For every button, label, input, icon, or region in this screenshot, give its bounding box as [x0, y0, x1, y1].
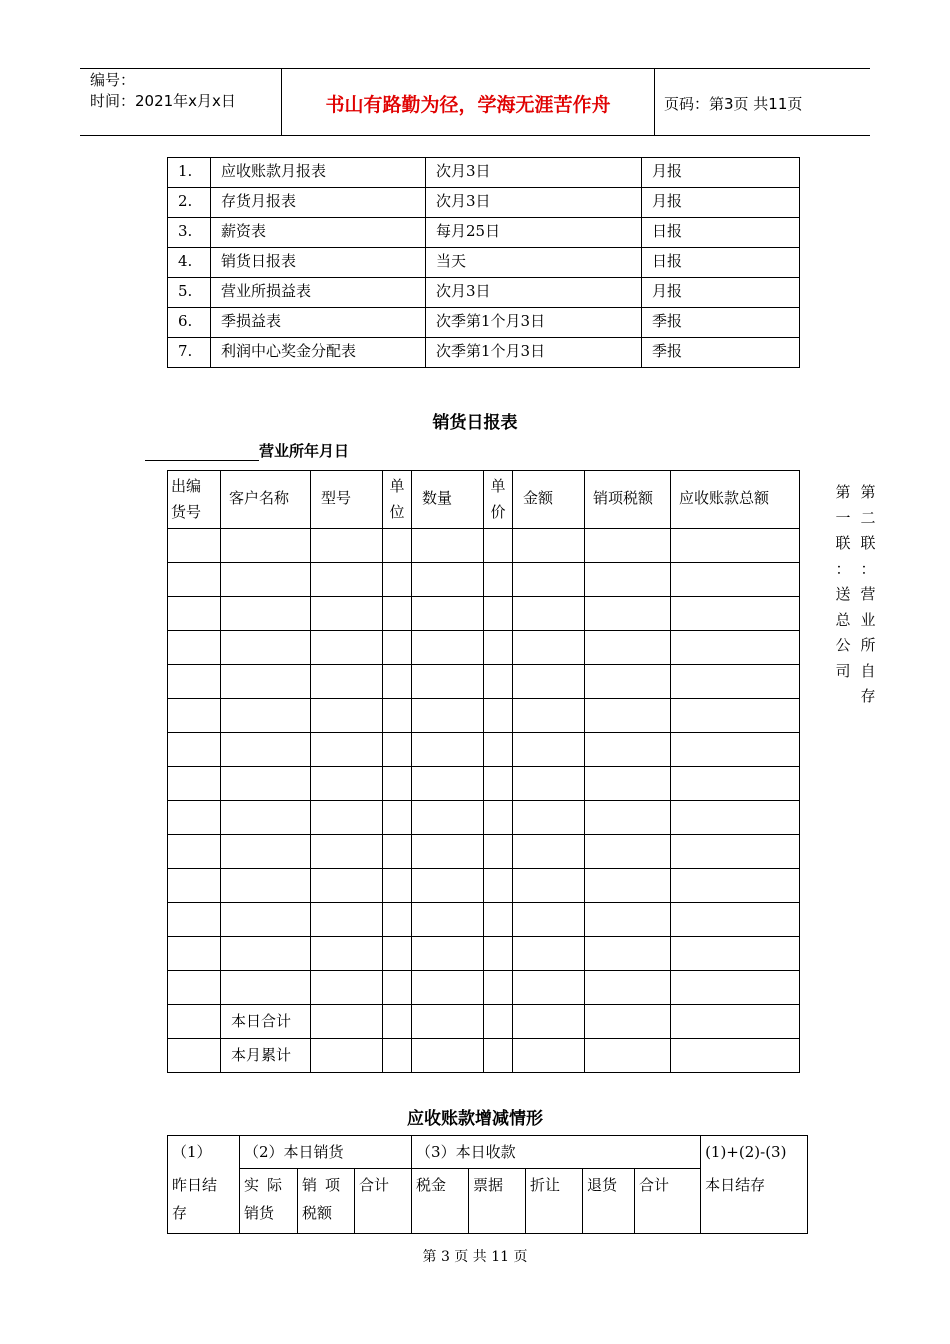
report-no-cell: 5.: [168, 278, 211, 308]
sales-cell[interactable]: [671, 869, 800, 903]
report-deadline-cell: 次季第1个月3日: [426, 338, 642, 368]
sales-cell[interactable]: [585, 631, 671, 665]
report-name-cell: 应收账款月报表: [211, 158, 426, 188]
report-no-cell: 2.: [168, 188, 211, 218]
sales-cell[interactable]: [585, 801, 671, 835]
report-deadline-cell: 次季第1个月3日: [426, 308, 642, 338]
sales-cell[interactable]: [311, 971, 383, 1005]
daily-total-label: 本日合计: [221, 1005, 311, 1039]
header-motto: 书山有路勤为径，学海无涯苦作舟: [325, 94, 611, 116]
sales-cell[interactable]: [513, 767, 585, 801]
sales-cell[interactable]: [383, 699, 412, 733]
sales-cell[interactable]: [221, 631, 311, 665]
recv-output-tax: 销项 税额: [298, 1169, 355, 1234]
copy-note-char: 第: [860, 483, 876, 501]
sales-cell[interactable]: [513, 937, 585, 971]
sales-cell[interactable]: [168, 699, 221, 733]
sales-cell[interactable]: [311, 1039, 383, 1073]
sales-cell[interactable]: [513, 631, 585, 665]
serial-label: 编号：: [90, 71, 136, 89]
sales-cell[interactable]: [513, 1039, 585, 1073]
sales-row: [168, 529, 800, 563]
time-label: 时间：2021年x月x日: [90, 92, 236, 110]
sales-cell[interactable]: [412, 597, 484, 631]
col-ship-no: 出编 货号: [168, 471, 221, 529]
report-no-cell: 6.: [168, 308, 211, 338]
sales-row: [168, 937, 800, 971]
sales-cell[interactable]: [585, 665, 671, 699]
recv-cash: 税金: [412, 1169, 469, 1234]
report-name-cell: 存货月报表: [211, 188, 426, 218]
sales-cell[interactable]: [383, 767, 412, 801]
sales-cell[interactable]: [412, 903, 484, 937]
sales-row: [168, 903, 800, 937]
sales-cell[interactable]: [383, 835, 412, 869]
report-list-row: [168, 278, 800, 308]
report-list-row: [168, 338, 800, 368]
sales-cell[interactable]: [671, 767, 800, 801]
recv-returns: 退货: [583, 1169, 635, 1234]
sales-cell[interactable]: [484, 733, 513, 767]
sales-cell[interactable]: [168, 1039, 221, 1073]
sales-cell[interactable]: [484, 937, 513, 971]
sales-cell[interactable]: [168, 801, 221, 835]
sales-row: [168, 767, 800, 801]
sales-cell[interactable]: [221, 937, 311, 971]
sales-cell[interactable]: [311, 631, 383, 665]
sales-cell[interactable]: [221, 529, 311, 563]
sales-cell[interactable]: [412, 1039, 484, 1073]
sales-cell[interactable]: [513, 529, 585, 563]
sales-cell[interactable]: [513, 563, 585, 597]
sales-row: [168, 597, 800, 631]
sales-cell[interactable]: [311, 699, 383, 733]
sales-cell[interactable]: [412, 699, 484, 733]
sales-cell[interactable]: [484, 835, 513, 869]
sales-row: [168, 971, 800, 1005]
sales-cell[interactable]: [671, 733, 800, 767]
sales-cell[interactable]: [513, 801, 585, 835]
sales-cell[interactable]: [671, 597, 800, 631]
sales-cell[interactable]: [221, 835, 311, 869]
sales-cell[interactable]: [221, 597, 311, 631]
report-no-cell: 7.: [168, 338, 211, 368]
sales-cell[interactable]: [221, 665, 311, 699]
sales-cell[interactable]: [585, 971, 671, 1005]
sales-cell[interactable]: [412, 665, 484, 699]
report-deadline-cell: 当天: [426, 248, 642, 278]
sales-cell[interactable]: [311, 869, 383, 903]
sales-cell[interactable]: [168, 529, 221, 563]
sales-cell[interactable]: [585, 597, 671, 631]
sales-cell[interactable]: [168, 1005, 221, 1039]
sales-cell[interactable]: [484, 1039, 513, 1073]
sales-cell[interactable]: [383, 631, 412, 665]
sales-cell[interactable]: [383, 563, 412, 597]
report-name-cell: 营业所损益表: [211, 278, 426, 308]
sales-cell[interactable]: [311, 529, 383, 563]
sales-cell[interactable]: [513, 869, 585, 903]
sales-cell[interactable]: [168, 937, 221, 971]
copy-note-char: 营: [860, 585, 876, 603]
monthly-total-row: [168, 1039, 800, 1073]
sales-cell[interactable]: [585, 767, 671, 801]
sales-cell[interactable]: [671, 631, 800, 665]
recv-col3-header: （3）本日收款: [412, 1136, 701, 1169]
sales-report-title: 销货日报表: [432, 413, 518, 433]
report-type-cell: 日报: [642, 218, 800, 248]
daily-total-row: [168, 1005, 800, 1039]
sales-cell[interactable]: [311, 801, 383, 835]
sales-cell[interactable]: [383, 529, 412, 563]
report-type-cell: 季报: [642, 338, 800, 368]
sales-cell[interactable]: [412, 631, 484, 665]
sales-cell[interactable]: [168, 665, 221, 699]
sales-row: [168, 563, 800, 597]
receivables-table: [167, 1135, 808, 1234]
report-list-table: [167, 157, 800, 368]
receivables-title: 应收账款增减情形: [407, 1109, 543, 1129]
sales-cell[interactable]: [671, 937, 800, 971]
sales-row: [168, 699, 800, 733]
report-list-row: [168, 218, 800, 248]
sales-cell[interactable]: [412, 529, 484, 563]
report-name-cell: 季损益表: [211, 308, 426, 338]
page-footer: 第 3 页 共 11 页: [422, 1249, 528, 1265]
report-list-row: [168, 188, 800, 218]
sales-cell[interactable]: [383, 733, 412, 767]
report-no-cell: 4.: [168, 248, 211, 278]
recv-col4-header: (1)+(2)-(3): [701, 1136, 808, 1169]
sales-cell[interactable]: [221, 903, 311, 937]
report-no-cell: 3.: [168, 218, 211, 248]
sales-row: [168, 869, 800, 903]
sales-cell[interactable]: [383, 903, 412, 937]
report-name-cell: 销货日报表: [211, 248, 426, 278]
sales-cell[interactable]: [513, 699, 585, 733]
recv-col2-header: （2）本日销货: [240, 1136, 412, 1169]
report-deadline-cell: 每月25日: [426, 218, 642, 248]
report-type-cell: 月报: [642, 278, 800, 308]
report-deadline-cell: 次月3日: [426, 278, 642, 308]
report-list-row: [168, 248, 800, 278]
col-price: 单 价: [484, 471, 513, 529]
copy-note-char: 业: [860, 610, 876, 629]
sales-cell[interactable]: [671, 835, 800, 869]
sales-cell[interactable]: [484, 767, 513, 801]
sales-cell[interactable]: [671, 665, 800, 699]
sales-cell[interactable]: [484, 971, 513, 1005]
sales-cell[interactable]: [513, 971, 585, 1005]
sales-cell[interactable]: [585, 903, 671, 937]
sales-cell[interactable]: [383, 937, 412, 971]
sales-cell[interactable]: [383, 665, 412, 699]
sales-cell[interactable]: [585, 699, 671, 733]
sales-row: [168, 801, 800, 835]
monthly-total-label: 本月累计: [221, 1039, 311, 1073]
col-unit: 单 位: [383, 471, 412, 529]
sales-cell[interactable]: [168, 903, 221, 937]
sales-cell[interactable]: [221, 699, 311, 733]
sales-cell[interactable]: [484, 597, 513, 631]
sales-cell[interactable]: [168, 835, 221, 869]
sales-row: [168, 631, 800, 665]
report-type-cell: 日报: [642, 248, 800, 278]
sales-cell[interactable]: [412, 937, 484, 971]
sales-cell[interactable]: [168, 733, 221, 767]
col-qty: 数量: [412, 471, 484, 529]
copy-note-char: ：: [835, 559, 851, 578]
header-top-rule: [80, 68, 870, 69]
copy-note-char: 自: [860, 661, 876, 680]
sales-cell[interactable]: [671, 971, 800, 1005]
sales-cell[interactable]: [513, 1005, 585, 1039]
sales-cell[interactable]: [585, 563, 671, 597]
sales-cell[interactable]: [168, 869, 221, 903]
report-deadline-cell: 次月3日: [426, 158, 642, 188]
sales-cell[interactable]: [484, 801, 513, 835]
report-type-cell: 月报: [642, 158, 800, 188]
col-receivable: 应收账款总额: [671, 471, 800, 529]
recv-collection-total: 合计: [635, 1169, 701, 1234]
report-name-cell: 薪资表: [211, 218, 426, 248]
sales-cell[interactable]: [383, 801, 412, 835]
sales-cell[interactable]: [484, 631, 513, 665]
copy-note-2: [858, 480, 878, 710]
sales-cell[interactable]: [311, 597, 383, 631]
sales-cell[interactable]: [484, 529, 513, 563]
report-deadline-cell: 次月3日: [426, 188, 642, 218]
sales-cell[interactable]: [671, 903, 800, 937]
sales-cell[interactable]: [311, 1005, 383, 1039]
sales-cell[interactable]: [221, 563, 311, 597]
col-tax: 销项税额: [585, 471, 671, 529]
sales-cell[interactable]: [513, 835, 585, 869]
sales-cell[interactable]: [412, 971, 484, 1005]
sales-row: [168, 835, 800, 869]
subtitle-text: 营业所年月日: [259, 442, 350, 460]
header-bottom-rule: [80, 135, 870, 136]
copy-note-char: ：: [860, 559, 876, 578]
sales-cell[interactable]: [168, 563, 221, 597]
sales-cell[interactable]: [671, 529, 800, 563]
sales-cell[interactable]: [383, 1005, 412, 1039]
branch-blank: [145, 444, 259, 461]
sales-cell[interactable]: [383, 1039, 412, 1073]
copy-note-1: [833, 480, 853, 684]
report-name-cell: 利润中心奖金分配表: [211, 338, 426, 368]
copy-note-char: 联: [835, 534, 851, 552]
sales-cell[interactable]: [484, 903, 513, 937]
copy-note-char: 二: [860, 508, 876, 527]
col-amount: 金额: [513, 471, 585, 529]
report-type-cell: 季报: [642, 308, 800, 338]
sales-cell[interactable]: [513, 733, 585, 767]
sales-cell[interactable]: [168, 767, 221, 801]
sales-cell[interactable]: [168, 631, 221, 665]
sales-cell[interactable]: [221, 733, 311, 767]
sales-cell[interactable]: [484, 665, 513, 699]
sales-cell[interactable]: [585, 835, 671, 869]
sales-cell[interactable]: [671, 563, 800, 597]
recv-sales-subtotal: 合计: [355, 1169, 412, 1234]
copy-note-char: 所: [860, 636, 876, 654]
sales-cell[interactable]: [484, 563, 513, 597]
col-customer: 客户名称: [221, 471, 311, 529]
copy-note-char: 总: [835, 610, 851, 629]
sales-row: [168, 733, 800, 767]
sales-cell[interactable]: [311, 767, 383, 801]
copy-note-char: 一: [835, 508, 851, 527]
page-label: 页码：第3页 共11页: [664, 95, 803, 113]
sales-cell[interactable]: [671, 699, 800, 733]
sales-cell[interactable]: [585, 529, 671, 563]
sales-cell[interactable]: [221, 767, 311, 801]
copy-note-char: 公: [835, 636, 851, 654]
report-type-cell: 月报: [642, 188, 800, 218]
sales-cell[interactable]: [383, 597, 412, 631]
sales-cell[interactable]: [311, 665, 383, 699]
sales-cell[interactable]: [585, 937, 671, 971]
sales-cell[interactable]: [412, 1005, 484, 1039]
sales-cell[interactable]: [311, 835, 383, 869]
sales-cell[interactable]: [412, 767, 484, 801]
sales-cell[interactable]: [412, 835, 484, 869]
sales-cell[interactable]: [585, 869, 671, 903]
sales-table: [167, 470, 800, 1073]
sales-cell[interactable]: [311, 733, 383, 767]
recv-yesterday-balance: 昨日结 存: [168, 1169, 240, 1234]
copy-note-char: 第: [835, 483, 851, 501]
sales-cell[interactable]: [221, 801, 311, 835]
copy-note-char: 送: [835, 585, 851, 603]
sales-cell[interactable]: [484, 869, 513, 903]
sales-cell[interactable]: [671, 1005, 800, 1039]
sales-cell[interactable]: [412, 733, 484, 767]
sales-cell[interactable]: [311, 903, 383, 937]
sales-cell[interactable]: [585, 1005, 671, 1039]
recv-notes: 票据: [469, 1169, 526, 1234]
header-left: [90, 70, 236, 112]
sales-report-subtitle: [145, 440, 349, 461]
sales-cell[interactable]: [412, 869, 484, 903]
sales-cell[interactable]: [168, 971, 221, 1005]
sales-cell[interactable]: [412, 801, 484, 835]
sales-cell[interactable]: [484, 1005, 513, 1039]
recv-actual-sales: 实际 销货: [240, 1169, 298, 1234]
sales-header-row: [168, 471, 800, 529]
sales-cell[interactable]: [221, 971, 311, 1005]
sales-cell[interactable]: [671, 1039, 800, 1073]
sales-cell[interactable]: [383, 971, 412, 1005]
sales-cell[interactable]: [311, 563, 383, 597]
recv-discount: 折让: [526, 1169, 583, 1234]
sales-cell[interactable]: [585, 1039, 671, 1073]
sales-cell[interactable]: [168, 597, 221, 631]
report-no-cell: 1.: [168, 158, 211, 188]
sales-cell[interactable]: [513, 665, 585, 699]
header-divider: [654, 68, 655, 135]
copy-note-char: 存: [860, 687, 876, 705]
report-list-row: [168, 158, 800, 188]
sales-cell[interactable]: [484, 699, 513, 733]
sales-cell[interactable]: [585, 733, 671, 767]
recv-col1-header: （1）: [168, 1136, 240, 1169]
sales-cell[interactable]: [412, 563, 484, 597]
copy-note-char: 司: [835, 661, 851, 680]
copy-note-char: 联: [860, 534, 876, 552]
sales-cell[interactable]: [311, 937, 383, 971]
sales-cell[interactable]: [671, 801, 800, 835]
sales-row: [168, 665, 800, 699]
sales-cell[interactable]: [513, 597, 585, 631]
report-list-row: [168, 308, 800, 338]
sales-cell[interactable]: [221, 869, 311, 903]
col-model: 型号: [311, 471, 383, 529]
sales-cell[interactable]: [513, 903, 585, 937]
recv-today-balance: 本日结存: [701, 1169, 808, 1234]
sales-cell[interactable]: [383, 869, 412, 903]
